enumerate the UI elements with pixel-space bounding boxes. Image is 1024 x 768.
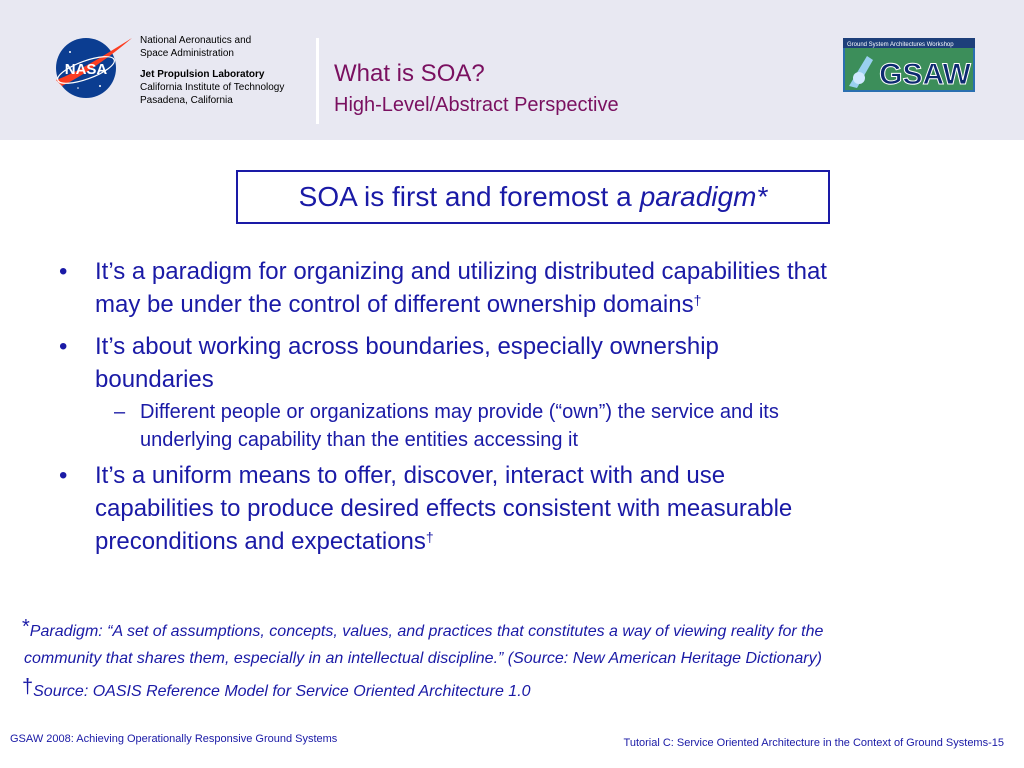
asterisk-mark: * [22, 616, 30, 638]
bullet-item [59, 459, 975, 558]
lab-line: Pasadena, California [140, 95, 233, 106]
sub-bullet-line: Different people or organizations may provide (“own”) the service and its [140, 401, 779, 423]
svg-text:GSAW: GSAW [879, 58, 971, 91]
bullet-item [59, 255, 975, 321]
footer-left: GSAW 2008: Achieving Operationally Responsive Ground Systems [10, 733, 338, 745]
bullet-line: preconditions and expectations† [95, 528, 434, 555]
dagger-mark: † [425, 529, 434, 545]
org-line: National Aeronautics and [140, 35, 252, 46]
footer-right: Tutorial C: Service Oriented Architecture in the Context of Ground Systems-15 [623, 737, 1004, 749]
bullet-dot: • [59, 333, 68, 360]
header-divider [316, 38, 319, 124]
bullet-line: may be under the control of different ownership domains† [95, 291, 702, 318]
svg-text:NASA: NASA [64, 61, 108, 78]
lab-name: Jet Propulsion Laboratory [140, 69, 265, 80]
footnote-line: community that shares them, especially in an intellectual discipline.” (Source: New American Heritage Dictionary) [24, 650, 822, 667]
callout-box [236, 170, 830, 224]
footnote-source: †Source: OASIS Reference Model for Service Oriented Architecture 1.0 [22, 676, 531, 700]
nasa-logo-icon [48, 32, 134, 104]
org-line: Space Administration [140, 48, 234, 59]
bullet-line: boundaries [95, 366, 214, 393]
bullet-line: It’s a uniform means to offer, discover, interact with and use [95, 462, 726, 489]
callout-text: SOA is first and foremost a [298, 181, 632, 212]
bullet-dot: • [59, 258, 68, 285]
slide-subtitle: High-Level/Abstract Perspective [334, 94, 619, 116]
sub-bullet-item [114, 398, 970, 454]
org-info [140, 34, 320, 107]
sub-bullet-line: underlying capability than the entities accessing it [140, 429, 579, 451]
dagger-mark: † [693, 292, 702, 308]
svg-text:Ground System Architectures Wo: Ground System Architectures Workshop [847, 42, 954, 48]
footnote-paradigm [22, 618, 1022, 672]
bullet-item [59, 330, 975, 396]
bullet-line: It’s about working across boundaries, especially ownership [95, 333, 719, 360]
footnote-line: *Paradigm: “A set of assumptions, concepts, values, and practices that constitutes a way of viewing reality for the [22, 616, 824, 640]
bullet-line: capabilities to produce desired effects consistent with measurable [95, 495, 793, 522]
bullet-line: It’s a paradigm for organizing and utilizing distributed capabilities that [95, 258, 827, 285]
sub-bullet-dash: – [114, 401, 126, 423]
dagger-mark: † [22, 676, 34, 698]
lab-line: California Institute of Technology [140, 82, 285, 93]
bullet-dot: • [59, 462, 68, 489]
callout-emphasis: paradigm* [639, 181, 768, 212]
slide-title: What is SOA? [334, 60, 485, 87]
gsaw-logo-icon [843, 38, 975, 92]
slide-header [0, 0, 1024, 140]
